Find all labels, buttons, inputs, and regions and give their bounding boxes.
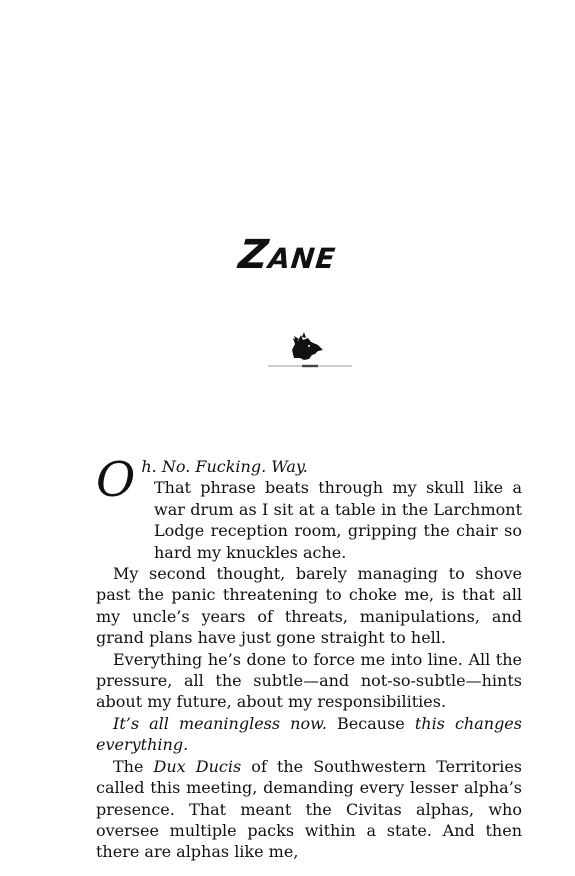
wolf-ornament [268, 328, 352, 370]
drop-cap: O [96, 452, 136, 508]
chapter-body [96, 452, 523, 863]
chapter-title: Zane [236, 232, 339, 278]
p5-rest: of the Southwestern Territories called this meeting, demanding every lesser alpha’s presence. That meant the Civitas alphas, who oversee multiple packs within a state. And then there are alphas like me, [96, 756, 523, 862]
p4-plain: Because [326, 713, 415, 733]
paragraph-5 [96, 756, 522, 863]
opening-paragraph [96, 452, 522, 563]
paragraph-2: My second thought, barely managing to shove past the panic threatening to choke me, is that all my uncle’s years of threats, manipulations, and grand plans have just gone straight to hell. [96, 564, 522, 648]
paragraph-3: Everything he’s done to force me into line. All the pressure, all the subtle—and not-so-subtle—hints about my future, about my responsibilities. [96, 649, 522, 712]
wolf-head-icon [268, 328, 352, 370]
p5-start: The [113, 756, 154, 776]
paragraph-4 [96, 713, 522, 756]
p4-italic-b: this changes everything. [96, 713, 522, 755]
p5-italic: Dux Ducis [153, 756, 242, 776]
opening-italic-line: h. No. Fucking. Way. [141, 457, 308, 476]
paragraph-1: That phrase beats through my skull like a war drum as I sit at a table in the Larchmont Lodge reception room, gripping the chair so hard my knuckles ache. [154, 478, 522, 562]
p4-italic-a: It’s all meaningless now. [113, 713, 327, 733]
